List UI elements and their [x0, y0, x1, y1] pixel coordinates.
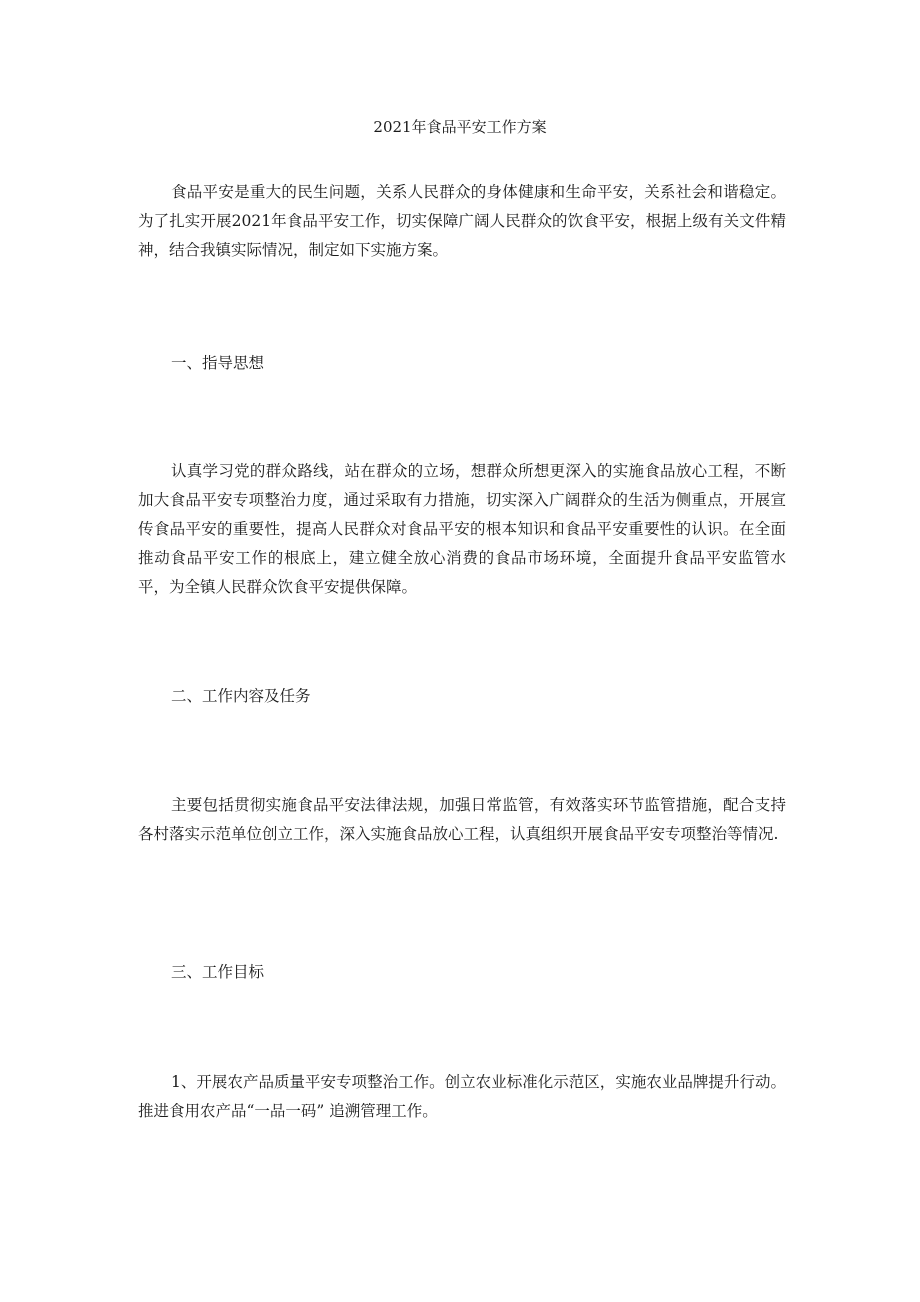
section-heading-work-content: 二、工作内容及任务 — [171, 687, 311, 705]
section-body-work-goals: 1、开展农产品质量平安专项整治工作。创立农业标准化示范区，实施农业品牌提升行动。推进食用农产品“一品一码” 追溯管理工作。 — [138, 1073, 786, 1120]
section-body-work-content: 主要包括贯彻实施食品平安法律法规，加强日常监管，有效落实环节监管措施，配合支持各村落实示范单位创立工作，深入实施食品放心工程，认真组织开展食品平安专项整治等情况. — [138, 796, 786, 843]
section-heading-guiding-ideology: 一、指导思想 — [171, 354, 265, 372]
section-heading-work-goals: 三、工作目标 — [171, 963, 265, 981]
intro-paragraph: 食品平安是重大的民生问题，关系人民群众的身体健康和生命平安，关系社会和谐稳定。为了扎实开展2021年食品平安工作，切实保障广阔人民群众的饮食平安，根据上级有关文件精神，结合我镇实际情况，制定如下实施方案。 — [138, 183, 786, 259]
document-title: 2021年食品平安工作方案 — [373, 118, 547, 136]
section-body-guiding-ideology: 认真学习党的群众路线，站在群众的立场，想群众所想更深入的实施食品放心工程，不断加大食品平安专项整治力度，通过采取有力措施，切实深入广阔群众的生活为侧重点，开展宣传食品平安的重要性，提高人民群众对食品平安的根本知识和食品平安重要性的认识。在全面推动食品平安工作的根底上，建立健全放心消费的食品市场环境，全面提升食品平安监管水平，为全镇人民群众饮食平安提供保障。 — [138, 462, 786, 596]
